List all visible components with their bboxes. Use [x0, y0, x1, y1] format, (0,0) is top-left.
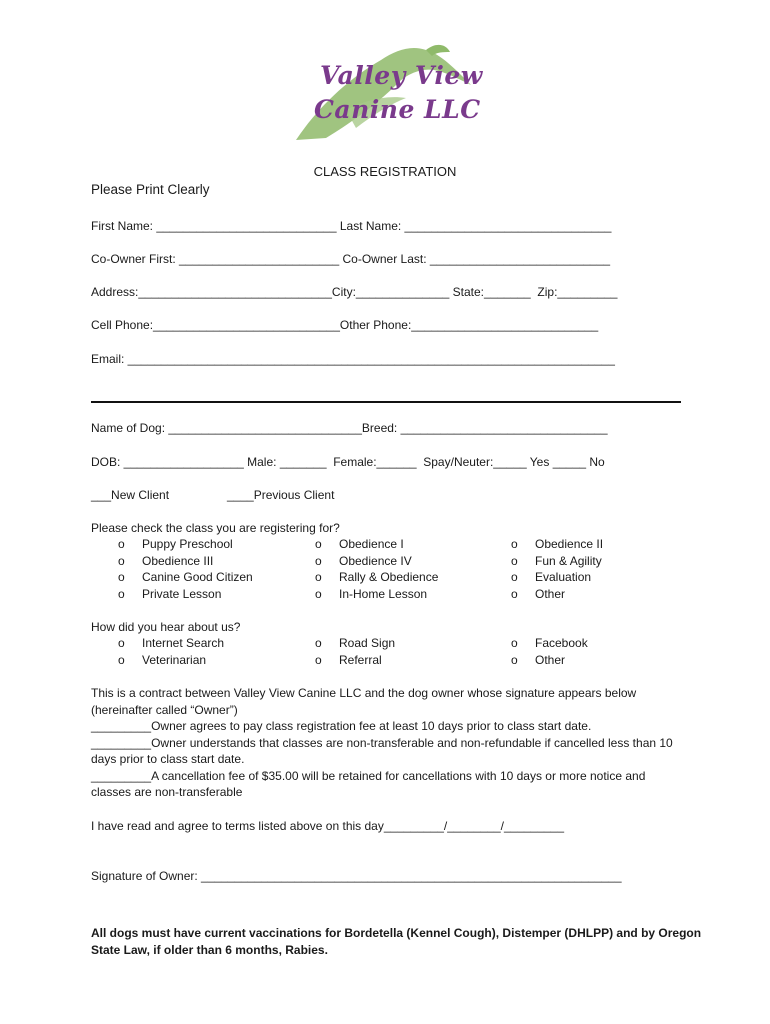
vaccination-notice: All dogs must have current vaccinations for Bordetella (Kennel Cough), Distemper (DHLPP) and by Oregon State Law, if older than 6 months, Rabies.	[91, 926, 702, 957]
logo-line-1: Valley View	[320, 61, 483, 90]
previous-client-option[interactable]: ____Previous Client	[227, 488, 335, 502]
class-prompt: Please check the class you are registering for?	[91, 521, 340, 535]
referral-prompt: How did you hear about us?	[91, 620, 241, 634]
referral-option[interactable]: o Veterinarian	[118, 652, 207, 667]
contract-paragraph: This is a contract between Valley View Canine LLC and the dog owner whose signature appears below (hereinafter called “Owner”) _________Owner agrees to pay class registration fee at least 10 days prior to class start date. _________Owner understands that classes are non-transferable and non-refundable if cancelled less than 10 days prior to class start date. _________A cancellation fee of $35.00 will be retained for cancellations with 10 days or more notice and classes are non-transferable	[91, 685, 691, 801]
referral-option[interactable]: o Facebook	[511, 636, 588, 650]
class-option[interactable]: o Obedience II	[511, 537, 604, 551]
class-option[interactable]: o Puppy Preschool	[118, 537, 233, 551]
checkbox-bullet[interactable]: o	[511, 537, 518, 551]
class-option[interactable]: o Other	[511, 586, 566, 601]
phone-field-line[interactable]: Cell Phone:____________________________Other Phone:____________________________	[91, 318, 599, 332]
checkbox-bullet[interactable]: o	[315, 586, 322, 601]
checkbox-bullet[interactable]: o	[315, 537, 322, 551]
new-client-option[interactable]: ___New Client	[91, 488, 170, 502]
referral-option[interactable]: o Referral	[315, 652, 382, 667]
checkbox-bullet[interactable]: o	[511, 636, 518, 650]
company-logo	[286, 40, 486, 148]
agreement-date-line[interactable]: I have read and agree to terms listed above on this day_________/________/_________	[91, 819, 565, 833]
referral-option[interactable]: o Road Sign	[315, 636, 396, 650]
checkbox-bullet[interactable]: o	[511, 553, 518, 568]
checkbox-bullet[interactable]: o	[118, 553, 125, 568]
class-column-2	[315, 536, 438, 602]
referral-option[interactable]: o Internet Search	[118, 636, 225, 650]
checkbox-bullet[interactable]: o	[511, 570, 518, 584]
dog-name-field-line[interactable]: Name of Dog: _____________________________Breed: _______________________________	[91, 421, 608, 435]
section-divider	[91, 401, 681, 403]
form-subtitle: Please Print Clearly	[91, 182, 210, 197]
checkbox-bullet[interactable]: o	[315, 553, 322, 568]
checkbox-bullet[interactable]: o	[315, 570, 322, 584]
email-field-line[interactable]: Email: _________________________________________________________________________	[91, 352, 615, 366]
checkbox-bullet[interactable]: o	[511, 652, 518, 667]
checkbox-bullet[interactable]: o	[118, 537, 125, 551]
logo-line-2: Canine LLC	[314, 95, 481, 124]
class-column-3	[511, 536, 603, 602]
referral-column-3	[511, 635, 588, 668]
referral-option[interactable]: o Other	[511, 652, 566, 667]
signature-line[interactable]: Signature of Owner: _______________________________________________________________	[91, 869, 622, 883]
referral-column-1	[118, 635, 224, 668]
class-column-1	[118, 536, 253, 602]
co-owner-field-line[interactable]: Co-Owner First: ________________________ Co-Owner Last: ___________________________	[91, 252, 611, 266]
checkbox-bullet[interactable]: o	[118, 636, 125, 650]
class-option[interactable]: o Rally & Obedience	[315, 570, 439, 584]
referral-column-2	[315, 635, 395, 668]
checkbox-bullet[interactable]: o	[511, 586, 518, 601]
non-transferable-line[interactable]: _________Owner understands that classes are non-transferable and non-refundable if cancelled less than 10	[91, 735, 673, 750]
class-option[interactable]: o Canine Good Citizen	[118, 570, 253, 584]
class-option[interactable]: o Evaluation	[511, 570, 592, 584]
address-field-line[interactable]: Address:_____________________________City:______________ State:_______ Zip:_________	[91, 285, 618, 299]
name-field-line[interactable]: First Name: ___________________________ Last Name: _______________________________	[91, 219, 612, 233]
dob-sex-field-line[interactable]: DOB: __________________ Male: _______ Female:______ Spay/Neuter:_____ Yes _____ No	[91, 455, 605, 469]
dog-silhouette-icon	[286, 40, 486, 148]
form-title: CLASS REGISTRATION	[313, 164, 457, 179]
class-option[interactable]: o Obedience I	[315, 537, 404, 551]
checkbox-bullet[interactable]: o	[315, 636, 322, 650]
class-option[interactable]: o Obedience IV	[315, 553, 412, 568]
checkbox-bullet[interactable]: o	[315, 652, 322, 667]
class-option[interactable]: o In-Home Lesson	[315, 586, 428, 601]
class-option[interactable]: o Obedience III	[118, 553, 214, 568]
class-option[interactable]: o Fun & Agility	[511, 553, 602, 568]
class-option[interactable]: o Private Lesson	[118, 586, 222, 601]
fee-agreement-line[interactable]: _________Owner agrees to pay class registration fee at least 10 days prior to class start date.	[91, 719, 592, 733]
cancellation-fee-line[interactable]: _________A cancellation fee of $35.00 will be retained for cancellations with 10 days or more notice and	[91, 768, 646, 783]
checkbox-bullet[interactable]: o	[118, 570, 125, 584]
checkbox-bullet[interactable]: o	[118, 652, 125, 667]
checkbox-bullet[interactable]: o	[118, 586, 125, 601]
